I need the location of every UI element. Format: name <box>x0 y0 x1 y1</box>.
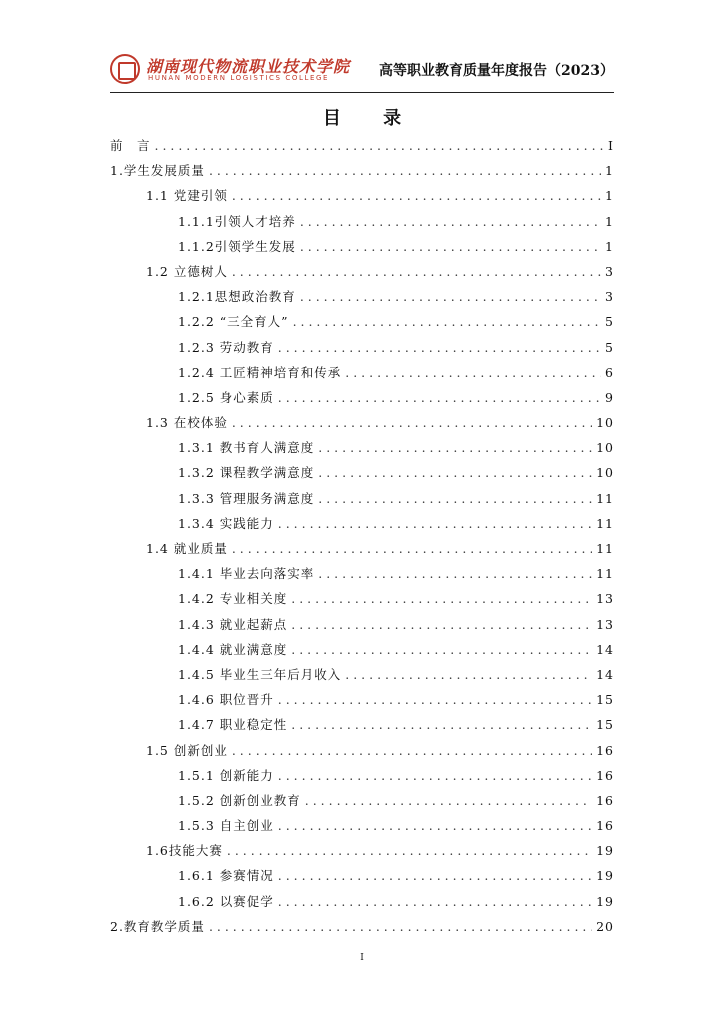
toc-entry[interactable] <box>110 816 614 841</box>
toc-entry[interactable] <box>110 489 614 514</box>
toc-entry-page: 3 <box>605 263 614 279</box>
toc-entry-label: 前 言 <box>110 138 151 153</box>
toc-entry-page: 11 <box>596 541 614 556</box>
toc-leader-dots <box>300 214 601 229</box>
toc-leader-dots <box>155 138 605 153</box>
toc-entry-label: 1.1.2引领学生发展 <box>178 238 296 254</box>
toc-leader-dots <box>318 491 592 506</box>
toc-leader-dots <box>278 768 592 783</box>
toc-entry[interactable] <box>110 791 614 816</box>
toc-entry-page: 15 <box>596 717 614 733</box>
toc-entry-page: 19 <box>596 843 614 859</box>
toc-entry-page: 10 <box>596 415 614 431</box>
toc-entry-label: 1.4 就业质量 <box>146 541 228 556</box>
toc-entry-page: 1 <box>605 188 614 204</box>
toc-leader-dots <box>278 340 601 355</box>
toc-leader-dots <box>278 868 592 883</box>
toc-entry[interactable] <box>110 866 614 891</box>
toc-entry[interactable] <box>110 766 614 791</box>
toc-leader-dots <box>278 692 592 707</box>
toc-leader-dots <box>278 894 592 909</box>
toc-entry[interactable] <box>110 539 614 564</box>
toc-entry[interactable] <box>110 388 614 413</box>
toc-entry-label: 1.3 在校体验 <box>146 415 228 431</box>
toc-entry-page: 16 <box>596 792 614 808</box>
toc-entry[interactable] <box>110 413 614 438</box>
toc-entry-label: 1.3.1 教书育人满意度 <box>178 440 315 456</box>
college-logo <box>110 52 351 86</box>
toc-leader-dots <box>232 743 592 758</box>
toc-entry[interactable] <box>110 917 614 942</box>
toc-leader-dots <box>293 314 601 329</box>
toc-entry[interactable] <box>110 338 614 363</box>
toc-entry-label: 1.3.3 管理服务满意度 <box>178 490 315 506</box>
toc-entry-label: 1.3.4 实践能力 <box>178 515 274 531</box>
toc-entry-page: 16 <box>596 742 614 758</box>
toc-leader-dots <box>232 415 592 430</box>
toc-entry[interactable] <box>110 665 614 690</box>
toc-entry[interactable] <box>110 287 614 312</box>
toc-leader-dots <box>232 188 601 203</box>
logo-english-name: HUNAN MODERN LOGISTICS COLLEGE <box>148 74 330 82</box>
toc-leader-dots <box>232 264 601 279</box>
toc-entry-label: 1.3.2 课程教学满意度 <box>178 465 315 481</box>
toc-entry[interactable] <box>110 262 614 287</box>
toc-leader-dots <box>291 591 592 606</box>
college-seal-icon <box>110 54 140 84</box>
toc-entry-page: 20 <box>596 918 614 934</box>
toc-leader-dots <box>291 642 592 657</box>
toc-entry-label: 1.2.1思想政治教育 <box>178 289 296 305</box>
toc-leader-dots <box>209 919 592 934</box>
toc-entry[interactable] <box>110 463 614 488</box>
logo-chinese-name: 湖南现代物流职业技术学院 <box>146 57 351 76</box>
toc-title: 目 录 <box>322 108 420 129</box>
toc-entry-page: 11 <box>596 566 614 582</box>
report-title: 高等职业教育质量年度报告（2023） <box>379 63 614 79</box>
toc-entry-label: 1.2.3 劳动教育 <box>178 339 274 355</box>
toc-entry-label: 1.4.7 职业稳定性 <box>178 717 288 733</box>
footer-page-number: I <box>360 953 364 963</box>
toc-entry[interactable] <box>110 589 614 614</box>
toc-leader-dots <box>305 793 592 808</box>
toc-entry-label: 1.4.2 专业相关度 <box>178 591 288 607</box>
toc-entry-label: 1.4.4 就业满意度 <box>178 641 288 657</box>
toc-leader-dots <box>345 365 601 380</box>
toc-entry[interactable] <box>110 564 614 589</box>
toc-entry-page: 15 <box>596 692 614 708</box>
toc-entry-page: 5 <box>605 314 614 330</box>
toc-entry-page: 9 <box>605 389 614 405</box>
toc-entry-page: 16 <box>596 818 614 834</box>
toc-entry-page: 13 <box>596 591 614 607</box>
toc-entry-page: 13 <box>596 616 614 632</box>
toc-entry-page: I <box>608 138 614 153</box>
toc-entry-label: 1.1.1引领人才培养 <box>178 213 296 229</box>
toc-entry-label: 1.4.6 职位晋升 <box>178 692 274 708</box>
toc-entry-label: 1.5 创新创业 <box>146 742 228 758</box>
toc-entry[interactable] <box>110 312 614 337</box>
toc-entry-label: 1.5.3 自主创业 <box>178 818 274 834</box>
toc-entry-label: 1.6技能大赛 <box>146 843 223 859</box>
toc-leader-dots <box>291 717 592 732</box>
toc-entry-page: 10 <box>596 440 614 456</box>
toc-entry-label: 1.4.1 毕业去向落实率 <box>178 566 315 582</box>
toc-entry-page: 1 <box>605 238 614 254</box>
table-of-contents <box>110 136 614 942</box>
toc-entry-label: 1.6.2 以赛促学 <box>178 893 274 909</box>
toc-leader-dots <box>318 465 592 480</box>
toc-leader-dots <box>209 163 601 178</box>
toc-entry[interactable] <box>110 136 614 161</box>
toc-entry[interactable] <box>110 741 614 766</box>
toc-entry-page: 19 <box>596 893 614 909</box>
toc-entry-page: 10 <box>596 465 614 481</box>
toc-entry-page: 11 <box>596 490 614 506</box>
toc-entry[interactable] <box>110 212 614 237</box>
toc-leader-dots <box>278 516 592 531</box>
toc-entry-page: 6 <box>605 364 614 380</box>
toc-entry[interactable] <box>110 841 614 866</box>
toc-leader-dots <box>300 239 601 254</box>
toc-entry-page: 5 <box>605 339 614 355</box>
toc-leader-dots <box>345 667 592 682</box>
toc-entry-page: 14 <box>596 666 614 682</box>
toc-entry[interactable] <box>110 690 614 715</box>
toc-entry-page: 16 <box>596 767 614 783</box>
toc-entry[interactable] <box>110 640 614 665</box>
toc-entry-page: 11 <box>596 515 614 531</box>
toc-entry-label: 1.学生发展质量 <box>110 163 205 179</box>
toc-entry-label: 1.2.5 身心素质 <box>178 389 274 405</box>
toc-entry[interactable] <box>110 892 614 917</box>
toc-leader-dots <box>227 843 592 858</box>
toc-leader-dots <box>291 617 592 632</box>
toc-entry-page: 19 <box>596 868 614 884</box>
toc-entry-label: 1.2 立德树人 <box>146 263 228 279</box>
toc-entry-label: 1.2.4 工匠精神培育和传承 <box>178 364 342 380</box>
toc-entry-label: 1.4.5 毕业生三年后月收入 <box>178 666 342 682</box>
toc-entry-page: 1 <box>605 213 614 229</box>
toc-entry[interactable] <box>110 715 614 740</box>
toc-entry-label: 1.2.2 “三全育人” <box>178 314 289 330</box>
toc-leader-dots <box>318 566 592 581</box>
toc-leader-dots <box>300 289 601 304</box>
toc-leader-dots <box>232 541 592 556</box>
toc-entry[interactable] <box>110 186 614 211</box>
toc-entry-label: 1.4.3 就业起薪点 <box>178 616 288 632</box>
toc-entry-label: 1.6.1 参赛情况 <box>178 868 274 884</box>
page-header <box>110 52 614 92</box>
toc-entry-label: 1.5.1 创新能力 <box>178 767 274 783</box>
toc-entry-label: 2.教育教学质量 <box>110 918 205 934</box>
toc-leader-dots <box>278 818 592 833</box>
header-divider <box>110 92 614 93</box>
toc-entry[interactable] <box>110 237 614 262</box>
toc-entry-label: 1.5.2 创新创业教育 <box>178 792 301 808</box>
toc-entry-page: 1 <box>605 163 614 179</box>
toc-entry[interactable] <box>110 438 614 463</box>
toc-entry[interactable] <box>110 363 614 388</box>
toc-leader-dots <box>318 440 592 455</box>
toc-leader-dots <box>278 390 601 405</box>
toc-entry-page: 3 <box>605 289 614 305</box>
toc-entry-label: 1.1 党建引领 <box>146 188 228 204</box>
toc-entry[interactable] <box>110 161 614 186</box>
toc-entry[interactable] <box>110 514 614 539</box>
toc-entry-page: 14 <box>596 641 614 657</box>
toc-entry[interactable] <box>110 615 614 640</box>
